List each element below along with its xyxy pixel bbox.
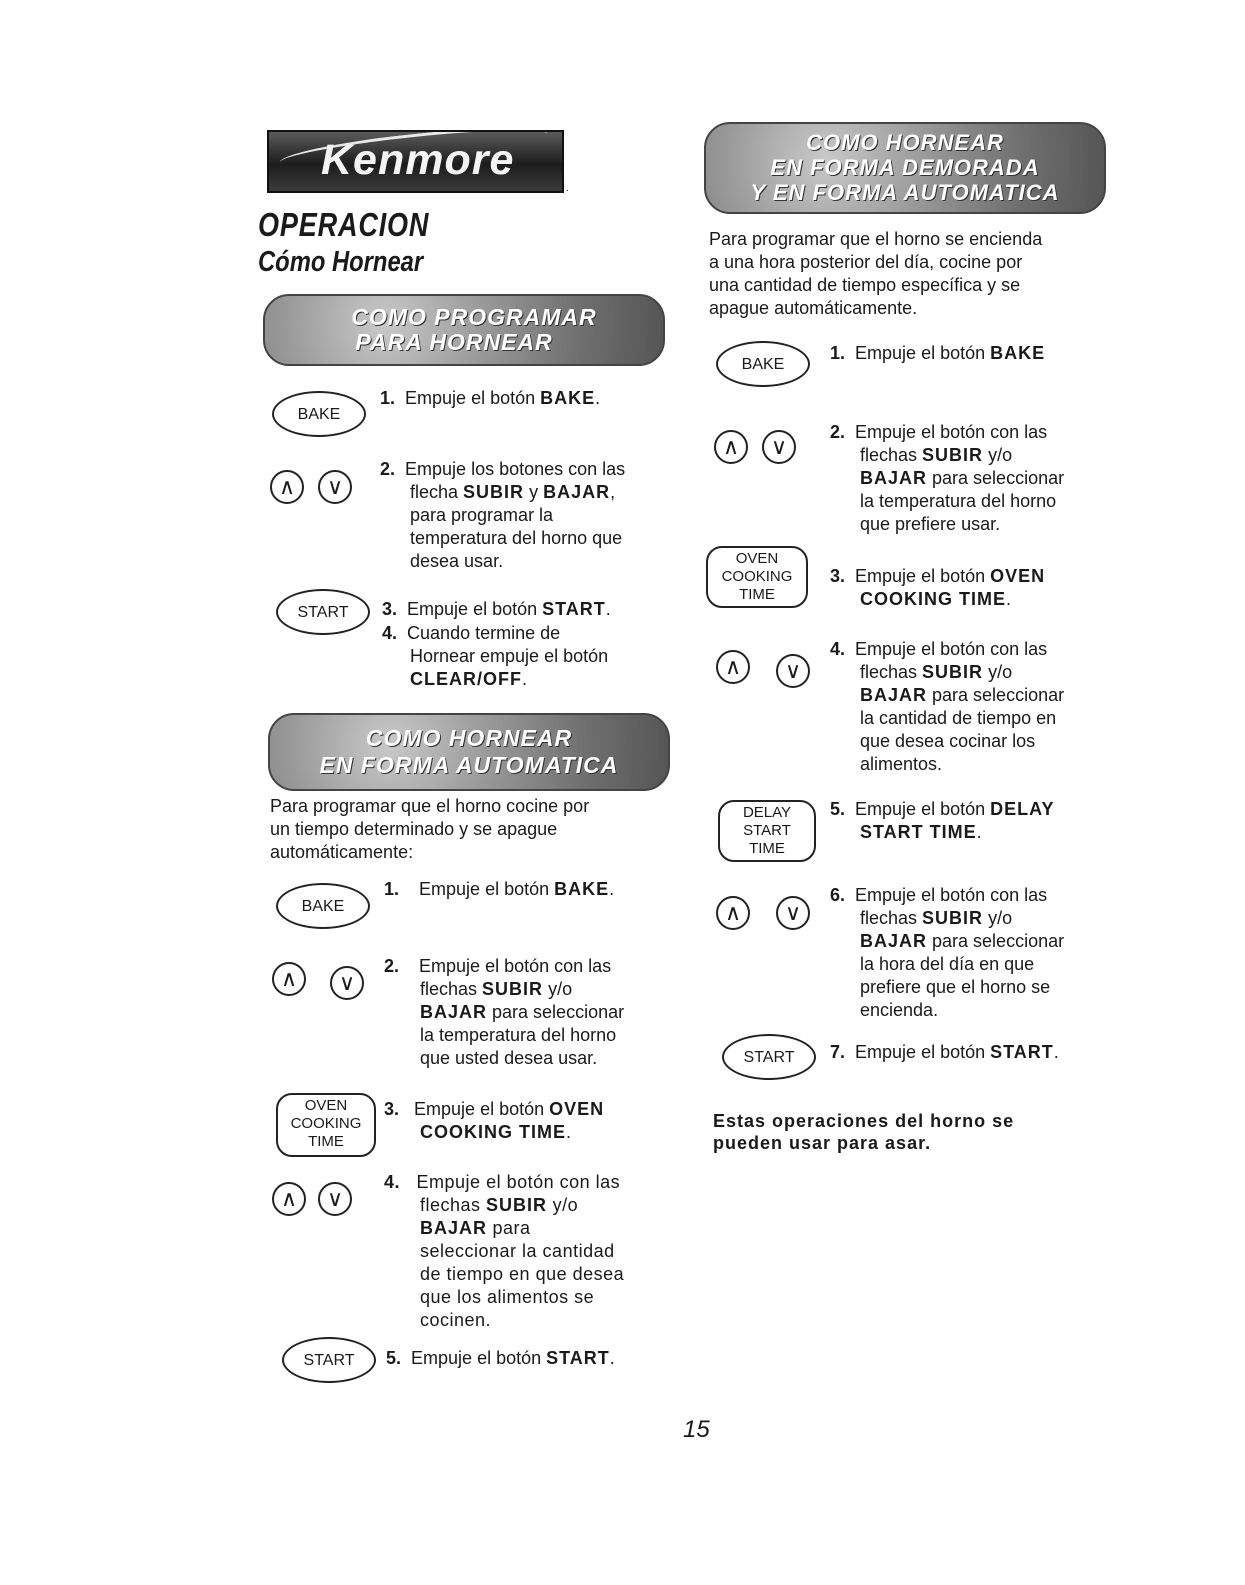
step-delayed-4: 4. Empuje el botón con las flechas SUBIR y/o BAJAR para seleccionar la cantidad de tiempo en que desea cocinar los alimentos. <box>830 639 1065 774</box>
step-delayed-7: 7. Empuje el botón START. <box>830 1042 1059 1062</box>
step-program-1: 1. Empuje el botón BAKE. <box>380 388 601 408</box>
oven-cooking-time-button-icon: OVEN COOKING TIME <box>276 1093 376 1157</box>
step-auto-1: 1. Empuje el botón BAKE. <box>384 879 615 899</box>
kenmore-logo <box>267 130 564 193</box>
down-arrow-icon: ∨ <box>318 1182 352 1216</box>
step-delayed-1: 1. Empuje el botón BAKE <box>830 343 1046 363</box>
down-arrow-icon: ∨ <box>776 896 810 930</box>
step-delayed-6: 6. Empuje el botón con las flechas SUBIR y/o BAJAR para seleccionar la hora del día en que prefiere que el horno se encienda. <box>830 885 1065 1020</box>
logo-mark: . <box>566 183 569 194</box>
up-arrow-icon: ∧ <box>716 650 750 684</box>
banner-delayed <box>704 122 1106 214</box>
step-delayed-2: 2. Empuje el botón con las flechas SUBIR y/o BAJAR para seleccionar la temperatura del horno que prefiere usar. <box>830 422 1065 534</box>
step-auto-3: 3. Empuje el botón OVEN COOKING TIME. <box>384 1099 605 1142</box>
banner-line: EN FORMA AUTOMATICA <box>319 752 619 778</box>
banner-line: COMO HORNEAR <box>365 725 573 751</box>
step-program-4: 4. Cuando termine de Hornear empuje el botón CLEAR/OFF. <box>382 623 609 689</box>
up-arrow-icon: ∧ <box>272 962 306 996</box>
banner-program <box>263 294 665 366</box>
oven-cooking-time-button-icon: OVEN COOKING TIME <box>706 546 808 608</box>
start-button-icon: START <box>282 1337 376 1383</box>
step-auto-2: 2. Empuje el botón con las flechas SUBIR y/o BAJAR para seleccionar la temperatura del horno que usted desea usar. <box>384 956 625 1068</box>
down-arrow-icon: ∨ <box>762 430 796 464</box>
logo-brand: Kenmore <box>321 136 515 184</box>
bake-button-icon: BAKE <box>716 341 810 387</box>
delay-start-time-button-icon: DELAY START TIME <box>718 800 816 862</box>
page-number: 15 <box>683 1416 710 1443</box>
start-button-icon: START <box>722 1034 816 1080</box>
up-arrow-icon: ∧ <box>716 896 750 930</box>
auto-intro: Para programar que el horno cocine por un tiempo determinado y se apague automáticamente: <box>270 796 590 862</box>
step-auto-4: 4. Empuje el botón con las flechas SUBIR y/o BAJAR para seleccionar la cantidad de tiempo en que desea que los alimentos se cocinen. <box>384 1172 625 1330</box>
step-delayed-5: 5. Empuje el botón DELAY START TIME. <box>830 799 1055 842</box>
bake-button-icon: BAKE <box>272 391 366 437</box>
banner-line: EN FORMA DEMORADA <box>770 155 1040 180</box>
banner-line: PARA HORNEAR <box>355 329 553 355</box>
start-button-icon: START <box>276 589 370 635</box>
final-note: Estas operaciones del horno se pueden usar para asar. <box>713 1111 1015 1153</box>
down-arrow-icon: ∨ <box>330 966 364 1000</box>
up-arrow-icon: ∧ <box>270 470 304 504</box>
step-program-3: 3. Empuje el botón START. <box>382 599 611 619</box>
bake-button-icon: BAKE <box>276 883 370 929</box>
delayed-intro: Para programar que el horno se encienda a una hora posterior del día, cocine por una cantidad de tiempo específica y se apague automáticamente. <box>709 229 1043 318</box>
down-arrow-icon: ∨ <box>776 654 810 688</box>
banner-line: Y EN FORMA AUTOMATICA <box>750 180 1060 205</box>
banner-line: COMO HORNEAR <box>806 130 1004 155</box>
up-arrow-icon: ∧ <box>714 430 748 464</box>
step-delayed-3: 3. Empuje el botón OVEN COOKING TIME. <box>830 566 1046 609</box>
step-auto-5: 5. Empuje el botón START. <box>386 1348 615 1368</box>
banner-auto <box>268 713 670 791</box>
section-subtitle: Cómo Hornear <box>258 246 424 278</box>
up-arrow-icon: ∧ <box>272 1182 306 1216</box>
section-title: OPERACION <box>258 206 430 243</box>
step-program-2: 2. Empuje los botones con las flecha SUBIR y BAJAR, para programar la temperatura del horno que desea usar. <box>380 459 626 571</box>
down-arrow-icon: ∨ <box>318 470 352 504</box>
banner-line: COMO PROGRAMAR <box>351 304 597 330</box>
